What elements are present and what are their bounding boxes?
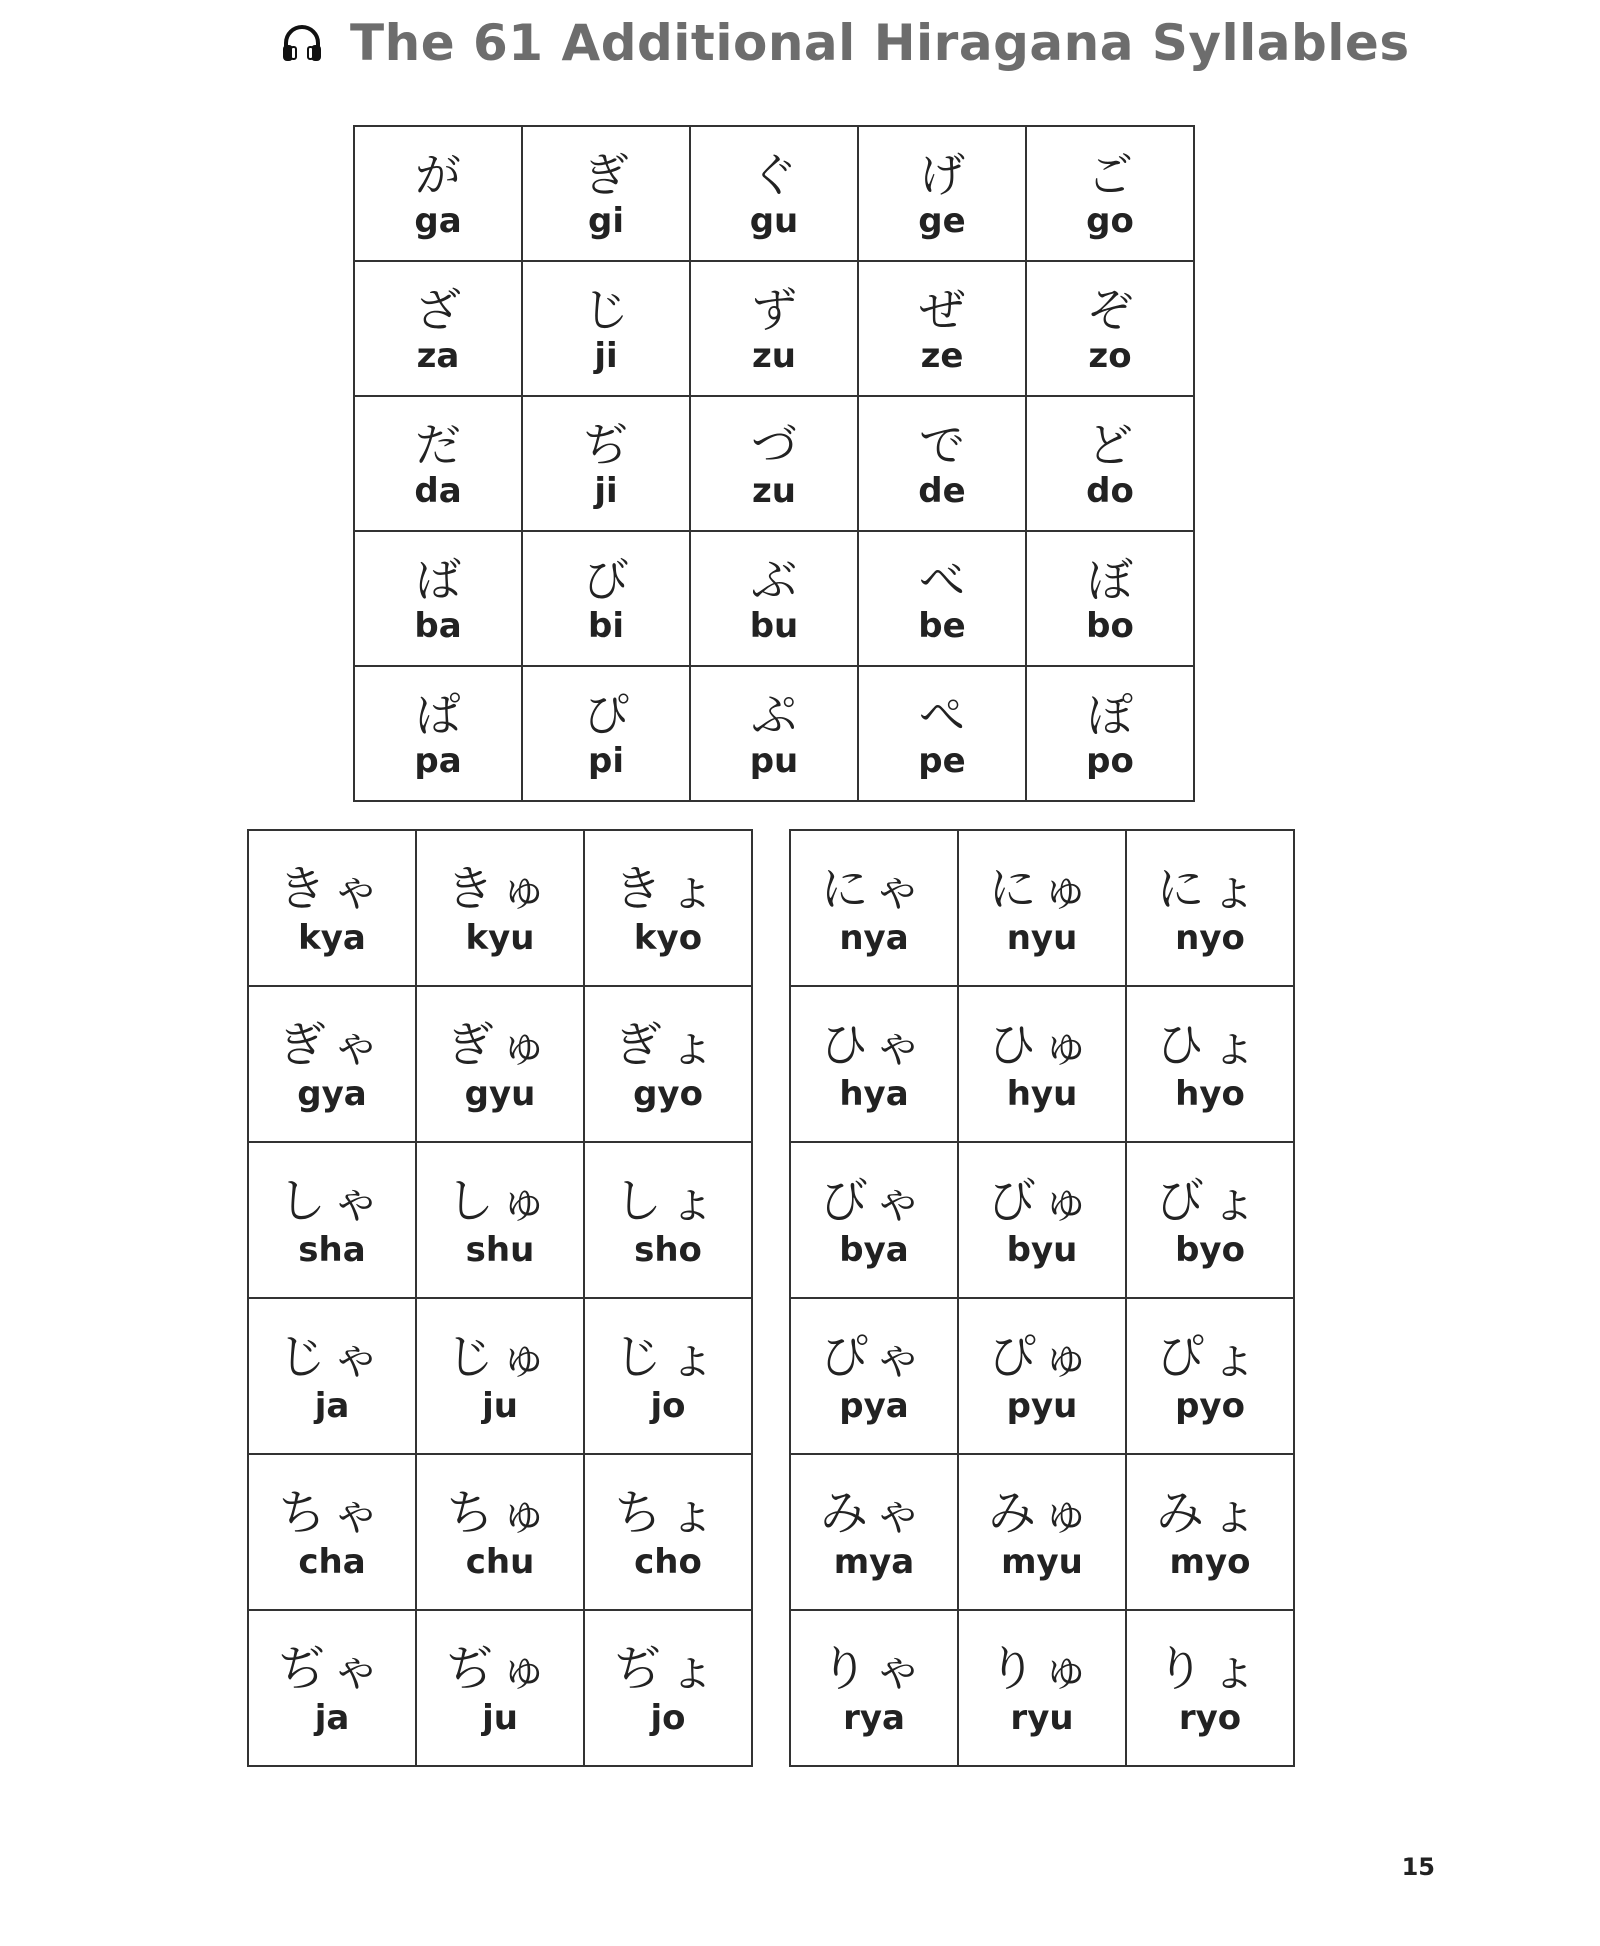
syllable-cell xyxy=(354,261,522,396)
kana-text: ぽ xyxy=(1087,687,1133,742)
romaji-text: bu xyxy=(749,605,799,646)
kana-text: ぷ xyxy=(751,687,797,742)
table-row xyxy=(790,1142,1294,1298)
romaji-text: pe xyxy=(918,740,966,781)
syllable-cell xyxy=(248,1454,416,1610)
syllable-cell xyxy=(248,986,416,1142)
syllable-cell xyxy=(1126,1142,1294,1298)
kana-text: ちゃ xyxy=(277,1485,386,1541)
romaji-text: gyu xyxy=(464,1074,536,1114)
kana-text: ば xyxy=(415,552,461,607)
romaji-text: kyu xyxy=(465,918,535,958)
syllable-cell xyxy=(958,986,1126,1142)
kana-text: にゃ xyxy=(820,861,928,917)
syllable-cell xyxy=(522,396,690,531)
romaji-text: hya xyxy=(839,1074,909,1114)
kana-text: づ xyxy=(751,417,797,472)
syllable-cell xyxy=(858,126,1026,261)
romaji-text: zu xyxy=(752,470,796,511)
romaji-text: ja xyxy=(314,1698,350,1738)
syllable-cell xyxy=(790,1142,958,1298)
romaji-text: ji xyxy=(594,470,618,511)
table-row xyxy=(354,666,1194,801)
basic-syllable-grid xyxy=(353,125,1195,802)
kana-text: びゃ xyxy=(819,1173,928,1229)
kana-text: じょ xyxy=(613,1329,722,1385)
romaji-text: ju xyxy=(482,1698,518,1738)
kana-text: で xyxy=(919,417,965,472)
syllable-cell xyxy=(584,986,752,1142)
syllable-cell xyxy=(958,1454,1126,1610)
kana-text: みゃ xyxy=(819,1485,928,1541)
romaji-text: za xyxy=(416,335,460,376)
syllable-cell xyxy=(248,1298,416,1454)
romaji-text: ryu xyxy=(1010,1698,1074,1738)
kana-text: ぢゃ xyxy=(277,1641,386,1697)
kana-text: ぶ xyxy=(751,552,797,607)
syllable-cell xyxy=(416,1454,584,1610)
romaji-text: de xyxy=(918,470,966,511)
romaji-text: sho xyxy=(634,1230,702,1270)
syllable-cell xyxy=(858,261,1026,396)
syllable-cell xyxy=(416,830,584,986)
romaji-text: bi xyxy=(588,605,624,646)
kana-text: みょ xyxy=(1155,1485,1264,1541)
romaji-text: po xyxy=(1086,740,1134,781)
syllable-cell xyxy=(1026,666,1194,801)
romaji-text: hyu xyxy=(1006,1074,1078,1114)
syllable-cell xyxy=(790,986,958,1142)
syllable-cell xyxy=(584,1610,752,1766)
romaji-text: go xyxy=(1086,200,1134,241)
kana-text: にょ xyxy=(1156,861,1264,917)
romaji-text: chu xyxy=(465,1542,535,1582)
kana-text: ぎゅ xyxy=(445,1017,554,1073)
kana-text: ちゅ xyxy=(445,1485,554,1541)
romaji-text: bya xyxy=(839,1230,909,1270)
romaji-text: gya xyxy=(297,1074,367,1114)
kana-text: ひょ xyxy=(1155,1017,1264,1073)
syllable-cell xyxy=(858,531,1026,666)
kana-text: ぎゃ xyxy=(277,1017,386,1073)
romaji-text: be xyxy=(918,605,966,646)
romaji-text: hyo xyxy=(1175,1074,1245,1114)
syllable-cell xyxy=(584,1142,752,1298)
kana-text: ぞ xyxy=(1087,282,1133,337)
kana-text: ぱ xyxy=(415,687,461,742)
kana-text: ぴ xyxy=(583,687,629,742)
romaji-text: ba xyxy=(414,605,462,646)
kana-text: びゅ xyxy=(987,1173,1096,1229)
kana-text: ぐ xyxy=(751,147,797,202)
syllable-cell xyxy=(248,830,416,986)
syllable-cell xyxy=(416,1610,584,1766)
kana-text: ず xyxy=(751,282,797,337)
syllable-cell xyxy=(522,666,690,801)
romaji-text: nyo xyxy=(1175,918,1245,958)
romaji-text: cha xyxy=(298,1542,366,1582)
syllable-cell xyxy=(522,261,690,396)
kana-text: ぺ xyxy=(919,687,965,742)
syllable-cell xyxy=(690,126,858,261)
syllable-cell xyxy=(1126,1454,1294,1610)
syllable-cell xyxy=(354,126,522,261)
syllable-cell xyxy=(1026,396,1194,531)
combo-syllable-grid-left xyxy=(247,829,753,1767)
kana-text: ひゃ xyxy=(819,1017,928,1073)
syllable-cell xyxy=(584,830,752,986)
romaji-text: sha xyxy=(298,1230,366,1270)
romaji-text: zu xyxy=(752,335,796,376)
table-row xyxy=(354,531,1194,666)
table-row xyxy=(354,261,1194,396)
romaji-text: gyo xyxy=(633,1074,703,1114)
table-row xyxy=(790,1610,1294,1766)
syllable-cell xyxy=(958,1298,1126,1454)
syllable-cell xyxy=(584,1454,752,1610)
kana-text: ご xyxy=(1087,147,1133,202)
romaji-text: ryo xyxy=(1178,1698,1242,1738)
romaji-text: pi xyxy=(588,740,624,781)
kana-text: きょ xyxy=(613,861,722,917)
romaji-text: pyu xyxy=(1006,1386,1078,1426)
combo-syllable-grid-right xyxy=(789,829,1295,1767)
syllable-cell xyxy=(1126,1610,1294,1766)
syllable-cell xyxy=(790,1298,958,1454)
kana-text: び xyxy=(583,552,629,607)
syllable-cell xyxy=(790,830,958,986)
syllable-cell xyxy=(416,986,584,1142)
kana-text: きゃ xyxy=(277,861,386,917)
kana-text: ひゅ xyxy=(987,1017,1096,1073)
kana-text: じ xyxy=(583,282,629,337)
romaji-text: byo xyxy=(1175,1230,1245,1270)
romaji-text: gu xyxy=(749,200,799,241)
table-row xyxy=(248,1610,752,1766)
syllable-cell xyxy=(1026,261,1194,396)
table-row xyxy=(790,830,1294,986)
romaji-text: ze xyxy=(920,335,964,376)
page-header xyxy=(278,8,1410,78)
syllable-cell xyxy=(858,396,1026,531)
syllable-cell xyxy=(690,396,858,531)
syllable-cell xyxy=(690,531,858,666)
kana-text: ぎょ xyxy=(613,1017,722,1073)
table-row xyxy=(790,986,1294,1142)
kana-text: しゅ xyxy=(445,1173,554,1229)
romaji-text: jo xyxy=(650,1386,686,1426)
romaji-text: nyu xyxy=(1006,918,1078,958)
romaji-text: kya xyxy=(298,918,366,958)
syllable-cell xyxy=(1026,531,1194,666)
kana-text: りゅ xyxy=(987,1641,1096,1697)
syllable-cell xyxy=(958,1142,1126,1298)
romaji-text: da xyxy=(414,470,462,511)
kana-text: が xyxy=(415,147,461,202)
table-row xyxy=(354,126,1194,261)
page-number: 15 xyxy=(1401,1853,1435,1881)
kana-text: にゅ xyxy=(988,861,1096,917)
romaji-text: pyo xyxy=(1175,1386,1245,1426)
kana-text: りゃ xyxy=(819,1641,928,1697)
syllable-cell xyxy=(1026,126,1194,261)
kana-text: ぴゅ xyxy=(987,1329,1096,1385)
syllable-cell xyxy=(790,1610,958,1766)
headphones-icon[interactable] xyxy=(278,19,326,67)
syllable-cell xyxy=(690,666,858,801)
romaji-text: kyo xyxy=(633,918,703,958)
romaji-text: pa xyxy=(414,740,462,781)
kana-text: ちょ xyxy=(613,1485,722,1541)
syllable-cell xyxy=(354,396,522,531)
syllable-cell xyxy=(522,126,690,261)
romaji-text: ja xyxy=(314,1386,350,1426)
syllable-cell xyxy=(522,531,690,666)
romaji-text: bo xyxy=(1086,605,1134,646)
syllable-cell xyxy=(690,261,858,396)
syllable-cell xyxy=(416,1142,584,1298)
kana-text: ぎ xyxy=(583,147,629,202)
kana-text: りょ xyxy=(1155,1641,1264,1697)
kana-text: きゅ xyxy=(445,861,554,917)
romaji-text: cho xyxy=(634,1542,702,1582)
romaji-text: do xyxy=(1086,470,1134,511)
table-row xyxy=(248,986,752,1142)
kana-text: ぢょ xyxy=(613,1641,722,1697)
kana-text: ざ xyxy=(415,282,461,337)
romaji-text: jo xyxy=(650,1698,686,1738)
kana-text: じゃ xyxy=(277,1329,386,1385)
romaji-text: ju xyxy=(482,1386,518,1426)
syllable-cell xyxy=(1126,986,1294,1142)
romaji-text: rya xyxy=(843,1698,905,1738)
syllable-cell xyxy=(354,531,522,666)
romaji-text: ge xyxy=(918,200,966,241)
kana-text: しょ xyxy=(613,1173,722,1229)
syllable-cell xyxy=(584,1298,752,1454)
romaji-text: gi xyxy=(588,200,624,241)
kana-text: ど xyxy=(1087,417,1133,472)
kana-text: ぴゃ xyxy=(819,1329,928,1385)
syllable-cell xyxy=(958,1610,1126,1766)
table-row xyxy=(248,1298,752,1454)
syllable-cell xyxy=(416,1298,584,1454)
romaji-text: myo xyxy=(1169,1542,1251,1582)
syllable-cell xyxy=(354,666,522,801)
romaji-text: shu xyxy=(465,1230,535,1270)
syllable-cell xyxy=(790,1454,958,1610)
table-row xyxy=(248,1142,752,1298)
table-row xyxy=(790,1454,1294,1610)
kana-text: べ xyxy=(919,552,965,607)
kana-text: ぢ xyxy=(583,417,629,472)
page-title: The 61 Additional Hiragana Syllables xyxy=(350,14,1410,72)
romaji-text: zo xyxy=(1088,335,1132,376)
kana-text: みゅ xyxy=(987,1485,1096,1541)
kana-text: ぼ xyxy=(1087,552,1133,607)
romaji-text: pu xyxy=(749,740,799,781)
kana-text: ぜ xyxy=(919,282,965,337)
table-row xyxy=(790,1298,1294,1454)
romaji-text: mya xyxy=(833,1542,915,1582)
romaji-text: ga xyxy=(414,200,462,241)
kana-text: ぴょ xyxy=(1155,1329,1264,1385)
romaji-text: ji xyxy=(594,335,618,376)
romaji-text: byu xyxy=(1006,1230,1078,1270)
table-row xyxy=(248,830,752,986)
kana-text: げ xyxy=(919,147,965,202)
syllable-cell xyxy=(958,830,1126,986)
kana-text: じゅ xyxy=(445,1329,554,1385)
syllable-cell xyxy=(1126,830,1294,986)
syllable-cell xyxy=(248,1610,416,1766)
kana-text: ぢゅ xyxy=(445,1641,554,1697)
romaji-text: myu xyxy=(1001,1542,1083,1582)
table-row xyxy=(354,396,1194,531)
romaji-text: pya xyxy=(839,1386,909,1426)
syllable-cell xyxy=(1126,1298,1294,1454)
syllable-cell xyxy=(858,666,1026,801)
kana-text: しゃ xyxy=(277,1173,386,1229)
table-row xyxy=(248,1454,752,1610)
kana-text: びょ xyxy=(1155,1173,1264,1229)
romaji-text: nya xyxy=(839,918,909,958)
syllable-cell xyxy=(248,1142,416,1298)
kana-text: だ xyxy=(415,417,461,472)
